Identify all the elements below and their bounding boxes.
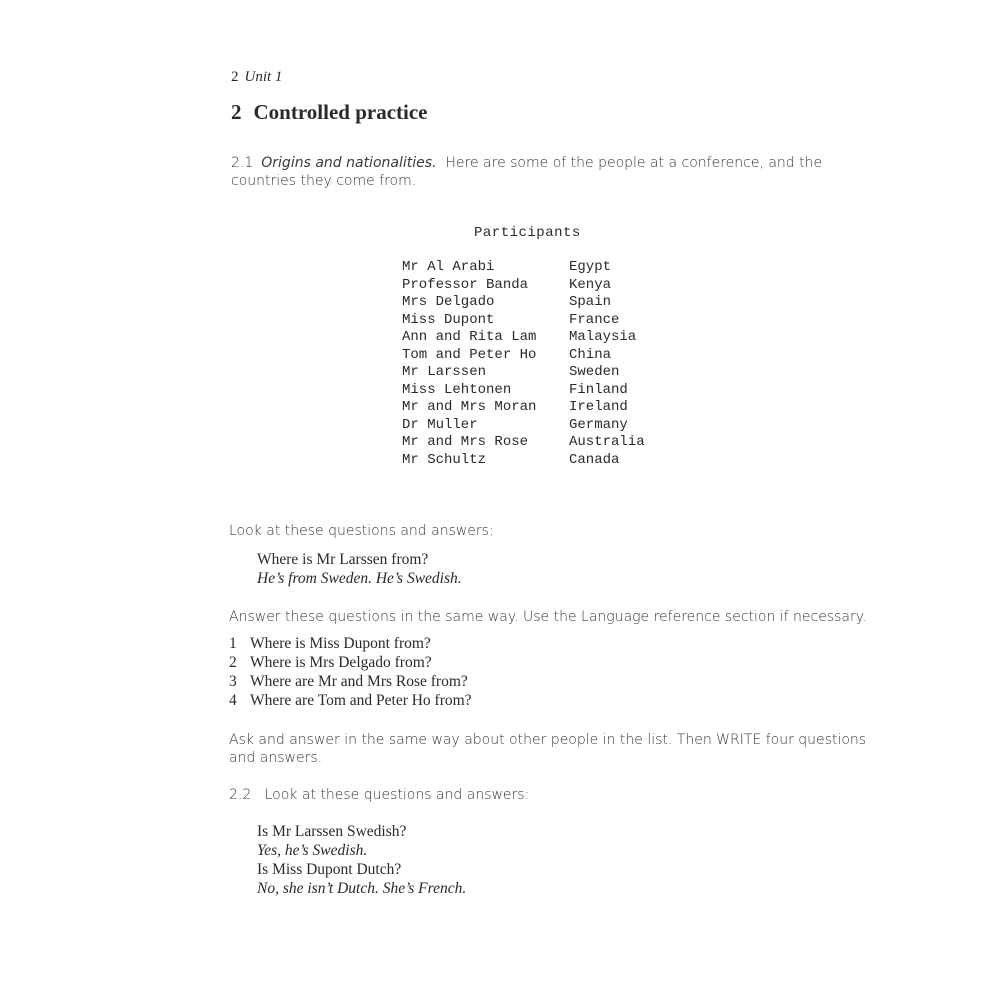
page-number: 2 (231, 69, 239, 85)
intro-text-1: Here are some of the people at a conference, and the (445, 155, 823, 171)
participant-country: Canada (569, 451, 620, 468)
question-number: 1 (229, 635, 237, 652)
list-item (229, 672, 472, 691)
list-item (229, 653, 472, 672)
look-instruction: Look at these questions and answers: (229, 523, 494, 539)
table-row (402, 417, 645, 435)
table-row (402, 434, 645, 452)
participant-country: France (569, 311, 620, 328)
section-title: Controlled practice (253, 100, 428, 124)
example-line: Is Mr Larssen Swedish? (257, 823, 407, 840)
question-number: 2 (229, 654, 237, 671)
exercise-2-2-intro (229, 786, 529, 804)
table-row (402, 347, 645, 365)
table-row (402, 382, 645, 400)
participant-name: Miss Dupont (402, 311, 495, 328)
participant-country: Sweden (569, 364, 620, 380)
question-text: Where is Mrs Delgado from? (250, 654, 432, 671)
example-line: No, she isn’t Dutch. She’s French. (257, 880, 467, 897)
example-line: Yes, he’s Swedish. (257, 842, 368, 859)
table-row (402, 399, 645, 417)
participants-table (402, 259, 645, 469)
question-list (229, 634, 472, 710)
participant-name: Mrs Delgado (402, 294, 495, 310)
unit-label: Unit 1 (244, 69, 283, 85)
participant-name: Professor Banda (402, 276, 529, 293)
question-text: Where is Miss Dupont from? (250, 635, 431, 652)
question-number: 3 (229, 673, 237, 690)
participant-country: Ireland (569, 399, 628, 415)
example-line: Is Miss Dupont Dutch? (257, 861, 402, 878)
section-heading (231, 100, 428, 125)
exercise-topic: Origins and nationalities. (261, 155, 437, 171)
intro-text-2: countries they come from. (231, 173, 417, 189)
list-item (229, 634, 472, 653)
participant-country: Finland (569, 381, 628, 398)
exercise-2-2-text: Look at these questions and answers: (264, 787, 530, 803)
participant-country: Kenya (569, 276, 612, 293)
ask-line-1: Ask and answer in the same way about other people in the list. Then WRITE four questions (229, 732, 867, 748)
participant-name: Mr Larssen (402, 364, 487, 380)
participant-name: Tom and Peter Ho (402, 346, 537, 363)
example-question: Where is Mr Larssen from? (257, 551, 429, 568)
question-number: 4 (229, 692, 237, 709)
table-row (402, 452, 645, 470)
table-row (402, 329, 645, 347)
answer-instruction: Answer these questions in the same way. Use the Language reference section if necessary. (229, 609, 867, 625)
participant-name: Dr Muller (402, 416, 478, 433)
table-row (402, 364, 645, 382)
question-text: Where are Mr and Mrs Rose from? (250, 673, 468, 690)
participant-name: Ann and Rita Lam (402, 329, 537, 345)
participant-name: Miss Lehtonen (402, 381, 512, 398)
participants-title: Participants (474, 225, 581, 241)
list-item (229, 691, 472, 710)
example-block-1 (257, 550, 462, 588)
exercise-2-1-intro (231, 154, 831, 190)
question-text: Where are Tom and Peter Ho from? (250, 692, 472, 709)
exercise-number: 2.2 (229, 787, 252, 803)
participant-country: Spain (569, 294, 612, 310)
participant-name: Mr Schultz (402, 451, 487, 468)
table-row (402, 294, 645, 312)
ask-line-2: and answers. (229, 750, 323, 766)
table-row (402, 312, 645, 330)
exercise-number: 2.1 (231, 155, 254, 171)
participant-country: China (569, 346, 612, 363)
participant-name: Mr and Mrs Rose (402, 434, 529, 450)
intro-line-1 (231, 154, 831, 172)
table-row (402, 277, 645, 295)
participant-country: Malaysia (569, 329, 637, 345)
running-head (231, 69, 282, 86)
example-answer: He’s from Sweden. He’s Swedish. (257, 570, 462, 587)
participant-name: Mr Al Arabi (402, 259, 495, 275)
participant-country: Australia (569, 434, 645, 450)
ask-instruction (229, 731, 889, 767)
participant-country: Germany (569, 416, 628, 433)
example-block-2 (257, 822, 466, 898)
table-row (402, 259, 645, 277)
participant-country: Egypt (569, 259, 612, 275)
section-number: 2 (231, 100, 242, 124)
participant-name: Mr and Mrs Moran (402, 399, 537, 415)
